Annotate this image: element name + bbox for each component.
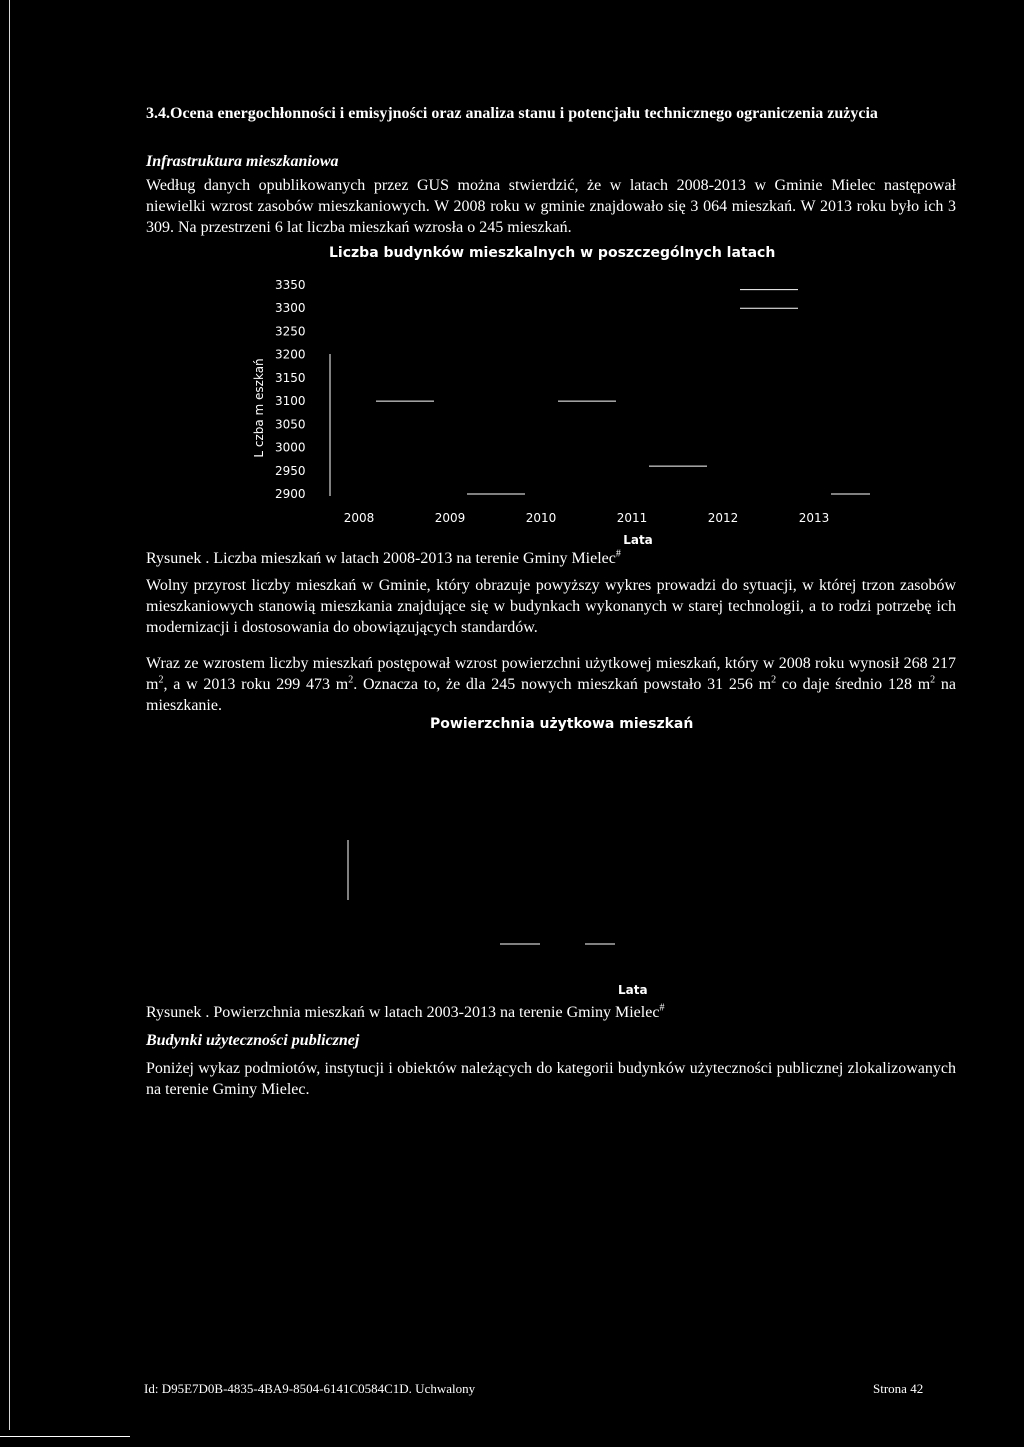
chart1-x-tick: 2011 xyxy=(616,511,648,525)
chart1-x-tick: 2013 xyxy=(798,511,830,525)
chart1-x-tick: 2010 xyxy=(525,511,557,525)
paragraph-slow-growth: Wolny przyrost liczby mieszkań w Gminie, który obrazuje powyższy wykres prowadzi do sytuacji, w której trzon zasobów mieszkaniowych stanowią mieszkania znajdujące się w budynkach wykonanych w starej technologii, a to rodzi potrzebę ich modernizacji i dostosowania do obowiązujących standardów. xyxy=(146,577,956,636)
chart1-y-tick: 3100 xyxy=(275,394,306,409)
figure1-caption-text: Rysunek . Liczba mieszkań w latach 2008-2013 na terenie Gminy Mielec xyxy=(146,550,616,567)
footer-page-number: Strona 42 xyxy=(873,1381,924,1396)
chart2-plot xyxy=(340,840,640,960)
chart2-x-label: Lata xyxy=(618,983,648,997)
chart1-plot xyxy=(230,268,870,558)
subheading-public-buildings: Budynki użyteczności publicznej xyxy=(146,1032,360,1049)
chart1-y-tick: 3250 xyxy=(275,324,306,339)
chart1-title: Liczba budynków mieszkalnych w poszczególnych latach xyxy=(329,245,776,261)
subheading-housing: Infrastruktura mieszkaniowa xyxy=(146,153,339,170)
chart1-y-tick: 3000 xyxy=(275,440,306,455)
chart1-y-tick: 3350 xyxy=(275,278,306,292)
figure2-caption-text: Rysunek . Powierzchnia mieszkań w latach 2003-2013 na terenie Gminy Mielec xyxy=(146,1004,660,1021)
footer-document-id: Id: D95E7D0B-4835-4BA9-8504-6141C0584C1D. Uchwalony xyxy=(144,1381,476,1396)
figure2-caption-mark: # xyxy=(659,1002,665,1014)
chart1-y-tick: 3150 xyxy=(275,370,306,385)
chart1-y-tick: 3300 xyxy=(275,301,306,316)
section-heading: 3.4.Ocena energochłonności i emisyjności oraz analiza stanu i potencjału technicznego ograniczenia zużycia xyxy=(146,105,878,122)
chart2-title: Powierzchnia użytkowa mieszkań xyxy=(430,716,694,732)
figure2-caption xyxy=(146,1002,664,1023)
chart1-y-tick: 3050 xyxy=(275,417,306,432)
paragraph-floor-area: Wraz ze wzrostem liczby mieszkań postępował wzrost powierzchni użytkowej mieszkań, który w 2008 roku wynosił 268 217 $m^2$, a w 2013 roku 299 473 $m^2$. Oznacza to, że dla 245 nowych mieszkań powstało 31 256 $m^2$ co daje średnio 128 $m^2$ na mieszkanie. xyxy=(146,655,956,714)
chart1-x-tick: 2012 xyxy=(707,511,739,525)
chart1-y-label: L czba m eszkań xyxy=(252,358,266,458)
chart1-x-tick: 2009 xyxy=(434,511,466,525)
chart1-y-tick: 2950 xyxy=(275,463,306,478)
chart1-x-label: Lata xyxy=(623,533,653,547)
paragraph-public-buildings: Poniżej wykaz podmiotów, instytucji i obiektów należących do kategorii budynków użyteczności publicznej zlokalizowanych na terenie Gminy Mielec. xyxy=(146,1060,956,1098)
chart1-y-tick: 2900 xyxy=(275,487,306,501)
chart1-x-tick: 2008 xyxy=(343,511,375,525)
figure1-caption-mark: # xyxy=(615,548,621,560)
bottom-line xyxy=(0,1436,130,1437)
chart1-y-tick: 3200 xyxy=(275,347,306,362)
paragraph-housing-growth: Według danych opublikowanych przez GUS można stwierdzić, że w latach 2008-2013 w Gminie Mielec następował niewielki wzrost zasobów mieszkaniowych. W 2008 roku w gminie znajdowało się 3 064 mieszkań. W 2013 roku było ich 3 309. Na przestrzeni 6 lat liczba mieszkań wzrosła o 245 mieszkań. xyxy=(146,177,956,236)
left-margin-line xyxy=(9,0,10,1430)
figure1-caption xyxy=(146,548,621,569)
